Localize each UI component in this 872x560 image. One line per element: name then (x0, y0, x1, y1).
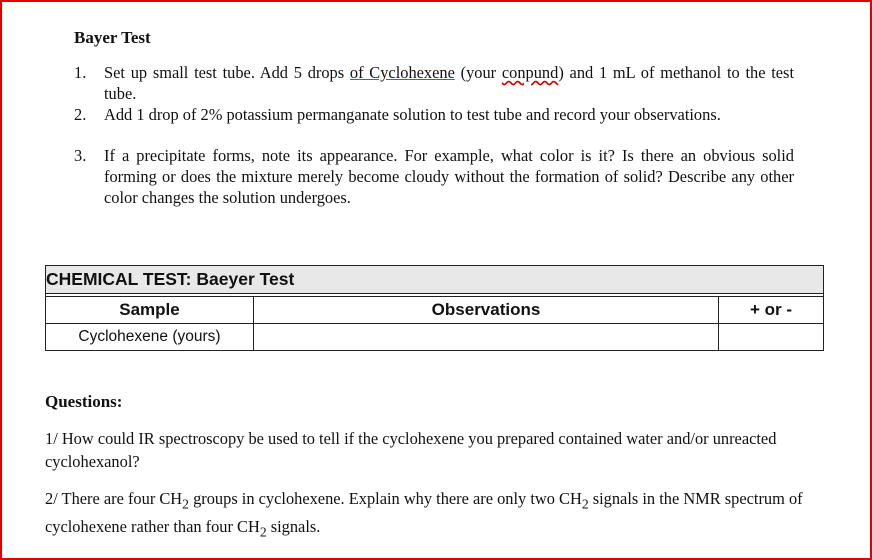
step-text: (your (454, 63, 502, 82)
step-1 (74, 62, 794, 104)
step-text: Set up small test tube. Add 5 drops (104, 63, 350, 82)
step-number: 3. (74, 146, 87, 165)
result-cell[interactable] (719, 324, 824, 351)
question-1: 1/ How could IR spectroscopy be used to tell if the cyclohexene you prepared contained water and/or unreacted cyclohexanol? (45, 429, 777, 471)
question-text: signals. (266, 517, 321, 537)
question-text: groups in cyclohexene. Explain why there are only two CH (188, 489, 582, 508)
step-number: 1. (74, 63, 87, 82)
table-row (46, 324, 824, 351)
step-3 (74, 145, 794, 208)
observations-cell[interactable] (254, 324, 719, 351)
sample-cell: Cyclohexene (yours) (46, 324, 254, 351)
grammar-underlined-text: of Cyclohexene (349, 63, 455, 82)
subscript: 2 (182, 496, 189, 512)
questions-section (45, 390, 815, 558)
step-text: ) and 1 mL of methanol to the test tube. (104, 63, 794, 103)
step-text: If a precipitate forms, note its appearance. For example, what color is it? Is there an obvious solid forming or does the mixture merely become cloudy without the formation of solid? Describe any other color changes the solution undergoes. (104, 146, 794, 207)
table-title: CHEMICAL TEST: Baeyer Test (46, 266, 824, 294)
table-header-row (46, 297, 824, 324)
step-text: Add 1 drop of 2% potassium permanganate solution to test tube and record your observations. (104, 105, 721, 124)
step-2 (74, 104, 794, 125)
questions-title: Questions: (45, 392, 123, 411)
table-title-row (46, 266, 824, 294)
subscript: 2 (581, 496, 589, 512)
step-number: 2. (74, 105, 87, 124)
subscript: 2 (259, 524, 267, 540)
question-2 (45, 487, 815, 544)
question-text: 2/ There are four CH (45, 489, 183, 508)
chemical-test-table (45, 265, 824, 351)
spelling-underlined-text: conpund (501, 63, 559, 82)
question-text: signals in the NMR spectrum of cyclohexene rather than four CH (45, 489, 803, 537)
column-header-sample: Sample (46, 297, 254, 324)
page-heading: Bayer Test (74, 28, 151, 47)
column-header-result: + or - (719, 297, 824, 324)
column-header-observations: Observations (254, 297, 719, 324)
procedure-steps (74, 62, 794, 208)
